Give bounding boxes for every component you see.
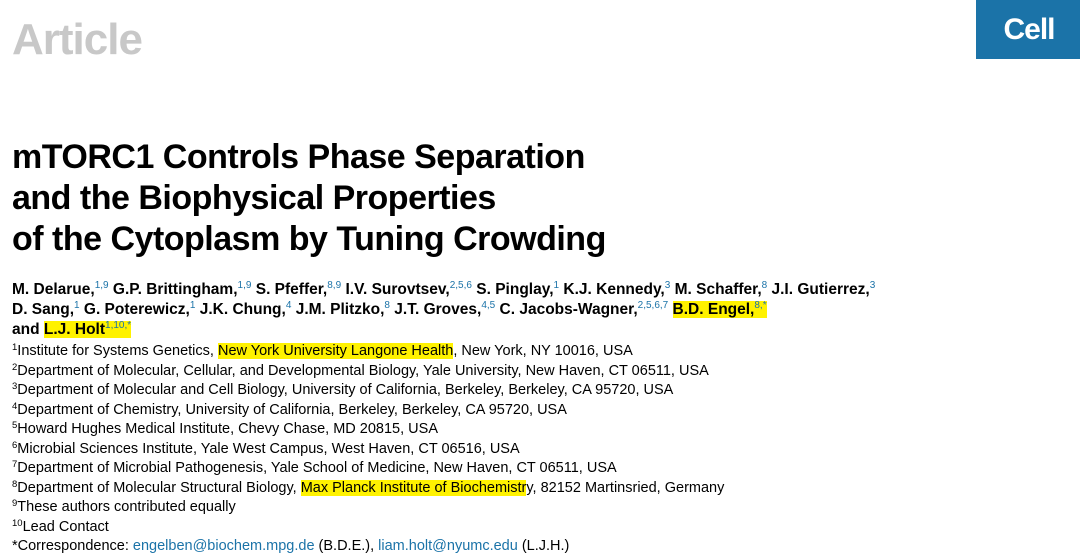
affiliation-number: 9 xyxy=(12,498,18,509)
affiliation-text: Department of Molecular and Cell Biology, University of California, Berkeley, Berkeley, CA 95720, USA xyxy=(17,382,674,398)
title-line: of the Cytoplasm by Tuning Crowding xyxy=(12,220,606,258)
author-affiliation-sup[interactable]: 2,5,6 xyxy=(449,280,472,291)
affiliation-item xyxy=(12,440,1072,460)
affiliation-text: Department of Molecular, Cellular, and Developmental Biology, Yale University, New Haven, CT 06511, USA xyxy=(17,362,709,379)
author-name: S. Pfeffer, xyxy=(255,281,328,298)
author-name: D. Sang, xyxy=(12,301,75,318)
author-name: J.M. Plitzko, xyxy=(295,301,385,318)
author-affiliation-sup[interactable]: 1,9 xyxy=(94,280,109,291)
author-name: K.J. Kennedy, xyxy=(563,281,665,298)
author-affiliation-sup[interactable]: 8,9 xyxy=(327,280,342,291)
correspondence-line xyxy=(12,537,1072,557)
article-type-label: Article xyxy=(12,15,142,64)
affiliation-text: Howard Hughes Medical Institute, Chevy Chase, MD 20815, USA xyxy=(17,421,438,437)
author-line-3 xyxy=(12,320,1072,340)
author-name: S. Pinglay, xyxy=(476,281,554,298)
author-name: C. Jacobs-Wagner, xyxy=(499,301,638,318)
author-affiliation-sup[interactable]: 1 xyxy=(189,300,196,311)
affiliation-text: Department of Microbial Pathogenesis, Yale School of Medicine, New Haven, CT 06511, USA xyxy=(17,460,617,476)
affiliation-item xyxy=(12,362,1072,382)
affiliation-number: 4 xyxy=(12,400,18,412)
author-highlight xyxy=(673,301,767,318)
affiliation-text: , New York, NY 10016, USA xyxy=(453,343,633,359)
affiliation-text: Department of Chemistry, University of California, Berkeley, Berkeley, CA 95720, USA xyxy=(17,401,567,418)
correspondence-initials: (B.D.E.), xyxy=(314,538,379,554)
affiliation-number: 1 xyxy=(12,342,18,353)
affiliation-item xyxy=(12,459,1072,479)
affiliation-text: y, 82152 Martinsried, Germany xyxy=(526,479,725,496)
affiliation-item xyxy=(12,518,1072,538)
author-highlight xyxy=(44,321,131,338)
author-affiliation-sup[interactable]: 4,5 xyxy=(481,300,496,311)
title-line: mTORC1 Controls Phase Separation xyxy=(12,138,585,176)
footnote-text: Lead Contact xyxy=(22,518,109,535)
affiliation-number: 5 xyxy=(12,420,18,431)
author-name: J.I. Gutierrez, xyxy=(771,281,870,298)
email-link-holt[interactable]: liam.holt@nyumc.edu xyxy=(378,538,518,554)
author-name: G. Poterewicz, xyxy=(83,301,190,318)
affiliation-highlight: New York University Langone Health xyxy=(217,343,454,359)
affiliation-list xyxy=(12,342,1072,557)
affiliation-item xyxy=(12,381,1072,401)
affiliation-item xyxy=(12,498,1072,518)
correspondence-label: *Correspondence: xyxy=(12,538,133,554)
author-affiliation-sup[interactable]: 8,* xyxy=(754,300,767,311)
affiliation-item xyxy=(12,342,1072,362)
footnote-text: These authors contributed equally xyxy=(17,499,236,515)
author-line-2 xyxy=(12,300,1072,320)
affiliation-number: 8 xyxy=(12,478,18,490)
affiliation-item xyxy=(12,479,1072,499)
affiliation-text: Institute for Systems Genetics, xyxy=(17,343,218,359)
author-affiliation-sup[interactable]: 2,5,6,7 xyxy=(637,300,669,311)
cell-journal-logo: Cell xyxy=(976,0,1080,59)
affiliation-number: 10 xyxy=(12,517,23,529)
affiliation-item xyxy=(12,420,1072,440)
author-affiliation-sup[interactable]: 3 xyxy=(664,280,671,291)
article-title xyxy=(12,137,1012,260)
author-affiliation-sup[interactable]: 1 xyxy=(74,300,80,311)
author-name: M. Schaffer, xyxy=(674,281,762,298)
affiliation-item xyxy=(12,401,1072,421)
author-affiliation-sup[interactable]: 1 xyxy=(553,280,560,291)
title-line: and the Biophysical Properties xyxy=(12,179,496,217)
author-conjunction: and xyxy=(12,321,40,338)
author-affiliation-sup[interactable]: 3 xyxy=(869,280,876,291)
affiliation-number: 7 xyxy=(12,459,18,470)
author-list xyxy=(12,280,1072,340)
affiliation-text: Department of Molecular Structural Biology, xyxy=(17,479,301,496)
author-name: J.K. Chung, xyxy=(199,301,286,318)
author-name: I.V. Surovtsev, xyxy=(345,281,450,298)
email-link-engel[interactable]: engelben@biochem.mpg.de xyxy=(132,538,315,554)
author-affiliation-sup[interactable]: 1,10,* xyxy=(105,320,132,331)
affiliation-highlight: Max Planck Institute of Biochemistr xyxy=(300,479,527,496)
author-affiliation-sup[interactable]: 8 xyxy=(384,300,390,311)
author-name: J.T. Groves, xyxy=(394,301,482,318)
affiliation-number: 2 xyxy=(12,361,18,373)
author-name: B.D. Engel, xyxy=(672,301,755,318)
affiliation-number: 6 xyxy=(12,439,18,451)
author-affiliation-sup[interactable]: 1,9 xyxy=(237,280,252,291)
author-name: G.P. Brittingham, xyxy=(112,281,238,298)
correspondence-initials: (L.J.H.) xyxy=(517,538,570,554)
author-name: M. Delarue, xyxy=(12,281,95,298)
author-line-1 xyxy=(12,280,1072,300)
author-affiliation-sup[interactable]: 4 xyxy=(285,300,292,311)
affiliation-text: Microbial Sciences Institute, Yale West Campus, West Haven, CT 06516, USA xyxy=(17,440,520,457)
author-affiliation-sup[interactable]: 8 xyxy=(761,280,768,291)
author-name: L.J. Holt xyxy=(43,321,106,338)
affiliation-number: 3 xyxy=(12,381,18,392)
